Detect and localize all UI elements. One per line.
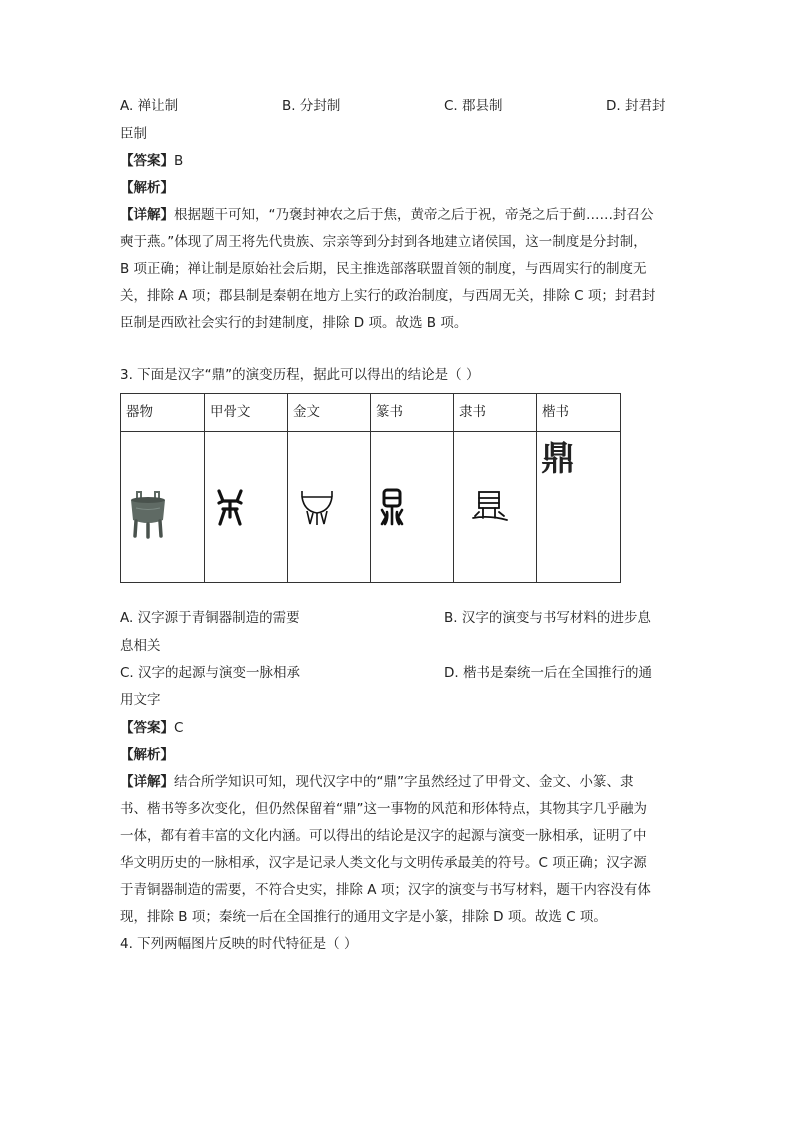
answer-value: C: [174, 720, 184, 736]
header-vessel: 器物: [121, 394, 205, 432]
oracle-bone-ding-glyph: [215, 487, 245, 527]
q2-analysis-tag: 【解析】: [120, 180, 174, 196]
bronze-ding-vessel-image: [128, 490, 168, 540]
q3-detail-line-1: [120, 772, 672, 792]
cell-clerical-script: [454, 432, 537, 583]
q2-option-b: B. 分封制: [282, 98, 341, 114]
bronze-script-ding-glyph: [298, 487, 336, 527]
q2-option-d: D. 封君封: [606, 98, 666, 114]
q3-detail-line-2: 书、楷书等多次变化，但仍然保留着“鼎”这一事物的风范和形体特点，其物其字几乎融为: [120, 801, 647, 817]
table-image-row: [121, 432, 621, 583]
q3-option-c: C. 汉字的起源与演变一脉相承: [120, 665, 301, 681]
table-header-row: [121, 394, 621, 432]
q3-detail-line-4: 华文明历史的一脉相承，汉字是记录人类文化与文明传承最美的符号。C 项正确；汉字源: [120, 855, 647, 871]
detail-text: 根据题干可知，“乃褒封神农之后于焦，黄帝之后于祝，帝尧之后于蓟……封召公: [174, 207, 654, 223]
q3-option-a: A. 汉字源于青铜器制造的需要: [120, 610, 300, 626]
seal-script-ding-glyph: [378, 487, 406, 527]
ding-evolution-table: [120, 393, 621, 583]
q3-option-b-wrap: 息相关: [120, 638, 161, 654]
q2-detail-line-4: 关，排除 A 项；郡县制是秦朝在地方上实行的政治制度，与西周无关，排除 C 项；封君封: [120, 288, 656, 304]
q2-option-c: C. 郡县制: [444, 98, 503, 114]
q3-option-d-wrap: 用文字: [120, 692, 161, 708]
header-regular-script: 楷书: [537, 394, 621, 432]
cell-bronze-script: [288, 432, 371, 583]
q2-detail-line-5: 臣制是西欧社会实行的封建制度，排除 D 项。故选 B 项。: [120, 315, 468, 331]
q3-stem: 3. 下面是汉字“鼎”的演变历程，据此可以得出的结论是（ ）: [120, 367, 480, 383]
cell-regular-script: [537, 432, 621, 583]
q2-answer: [120, 151, 672, 171]
detail-tag: 【详解】: [120, 207, 174, 223]
q3-detail-line-5: 于青铜器制造的需要，不符合史实，排除 A 项；汉字的演变与书写材料，题干内容没有体: [120, 882, 651, 898]
header-bronze-script: 金文: [288, 394, 371, 432]
q2-option-a: A. 禅让制: [120, 98, 179, 114]
q3-detail-line-3: 一体，都有着丰富的文化内涵。可以得出的结论是汉字的起源与演变一脉相承，证明了中: [120, 828, 647, 844]
q3-detail-line-6: 现，排除 B 项；秦统一后在全国推行的通用文字是小篆，排除 D 项。故选 C 项。: [120, 909, 607, 925]
header-oracle-bone: 甲骨文: [205, 394, 288, 432]
q2-detail-line-2: 奭于燕。”体现了周王将先代贵族、宗亲等到分封到各地建立诸侯国，这一制度是分封制，: [120, 234, 647, 250]
cell-seal-script: [371, 432, 454, 583]
detail-text: 结合所学知识可知，现代汉字中的“鼎”字虽然经过了甲骨文、金文、小篆、隶: [174, 774, 634, 790]
header-seal-script: 篆书: [371, 394, 454, 432]
q3-answer: [120, 718, 672, 738]
q4-stem: 4. 下列两幅图片反映的时代特征是（ ）: [120, 936, 358, 952]
cell-vessel: [121, 432, 205, 583]
answer-value: B: [174, 153, 184, 169]
q2-detail-line-3: B 项正确；禅让制是原始社会后期，民主推选部落联盟首领的制度，与西周实行的制度无: [120, 261, 647, 277]
header-clerical-script: 隶书: [454, 394, 537, 432]
q3-option-b: B. 汉字的演变与书写材料的进步息: [444, 610, 651, 626]
detail-tag: 【详解】: [120, 774, 174, 790]
regular-script-ding-glyph: 鼎: [541, 439, 575, 479]
clerical-script-ding-glyph: [469, 490, 511, 524]
q2-option-d-wrap: 臣制: [120, 126, 147, 142]
answer-tag: 【答案】: [120, 720, 174, 736]
q3-analysis-tag: 【解析】: [120, 747, 174, 763]
answer-tag: 【答案】: [120, 153, 174, 169]
q3-option-d: D. 楷书是秦统一后在全国推行的通: [444, 665, 652, 681]
q2-detail-line-1: [120, 205, 672, 225]
cell-oracle-bone: [205, 432, 288, 583]
